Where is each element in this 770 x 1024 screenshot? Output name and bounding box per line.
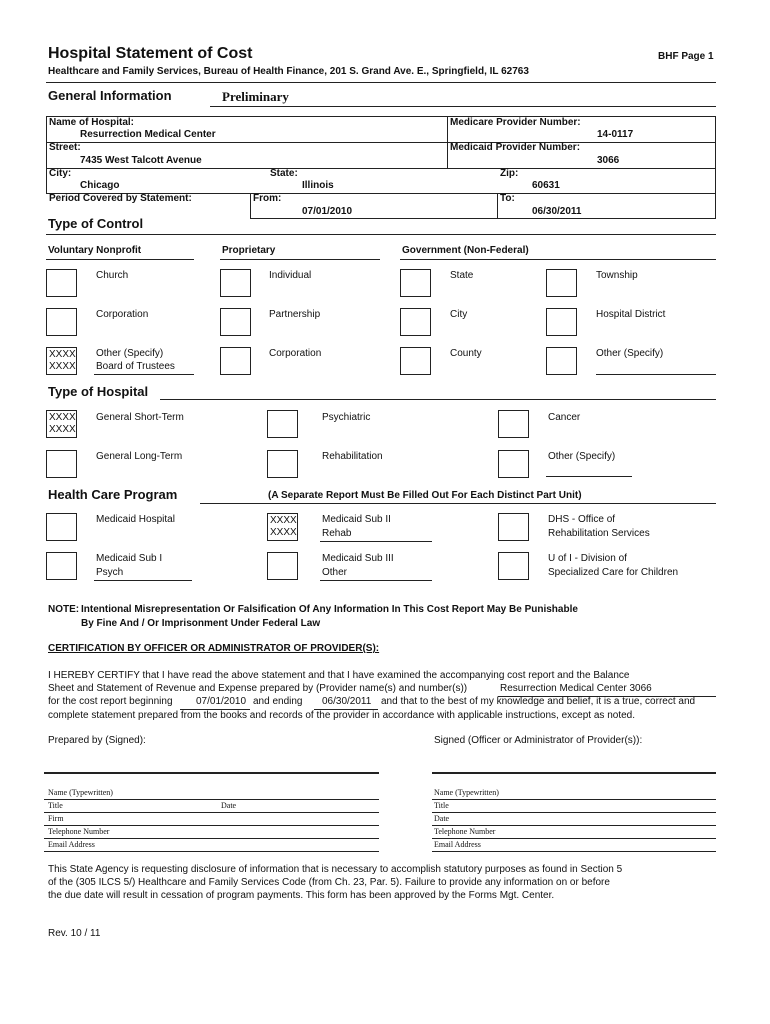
to-divider [497,193,498,218]
other-hospital-type-underline [546,476,632,477]
disclosure-line3: the due date will result in cessation of program payments. This form has been approved by the Forms Mgt. Center. [48,890,555,901]
checkbox-mark: XXXX [270,527,297,538]
other-voluntary-value: Board of Trustees [96,361,175,372]
corporation-proprietary-checkbox[interactable] [220,347,251,375]
officer-name-label: Name (Typewritten) [434,788,499,797]
general-heading-rule [210,106,716,107]
preparer-phone-line[interactable] [44,838,379,839]
partnership-label: Partnership [269,309,321,320]
preparer-firm-label: Firm [48,814,64,823]
control-heading-rule [46,234,716,235]
state-option-label: State [450,270,474,281]
medicaid-sub1-label: Medicaid Sub I [96,553,163,564]
preparer-title-label: Title [48,801,63,810]
officer-name-line[interactable] [432,799,716,800]
col-voluntary: Voluntary Nonprofit [48,245,142,256]
period-end-field[interactable]: 06/30/2011 [322,696,372,707]
preparer-email-label: Email Address [48,840,95,849]
medicaid-sub3-checkbox[interactable] [267,552,298,580]
checkbox-mark: XXXX [49,349,76,360]
township-label: Township [596,270,638,281]
city-value: Chicago [80,180,120,191]
note-label: NOTE: [48,604,80,615]
medicaid-sub2-value: Rehab [322,528,352,539]
psychiatric-checkbox[interactable] [267,410,298,438]
uofi-label-line1: U of I - Division of [548,553,627,564]
partnership-checkbox[interactable] [220,308,251,336]
officer-signature-line[interactable] [432,772,716,774]
certification-heading: CERTIFICATION BY OFFICER OR ADMINISTRATOR OF PROVIDER(S): [48,643,380,654]
to-value: 06/30/2011 [532,206,582,217]
officer-date-line[interactable] [432,825,716,826]
hospital-type-rule [160,399,716,400]
note-line1: Intentional Misrepresentation Or Falsification Of Any Information In This Cost Report May Be Punishable [81,604,578,615]
church-checkbox[interactable] [46,269,77,297]
medicaid-sub3-underline [320,580,432,581]
city-option-label: City [450,309,468,320]
hospital-name-label: Name of Hospital: [49,117,135,128]
block-row-line [46,142,716,143]
dhs-checkbox[interactable] [498,513,529,541]
block-bottom [250,218,716,219]
officer-date-label: Date [434,814,450,823]
preparer-signature-line[interactable] [44,772,379,774]
disclosure-line2: of the (305 ILCS 5/) Healthcare and Family Services Code (from Ch. 23, Par. 5). Failure to provide any information on or before [48,877,610,888]
block-top [46,116,716,117]
agency-line: Healthcare and Family Services, Bureau of Health Finance, 201 S. Grand Ave. E., Springfield, IL 62763 [48,66,529,77]
block-mid [447,116,448,168]
revision-label: Rev. 10 / 11 [48,928,101,939]
street-value: 7435 West Talcott Avenue [80,155,202,166]
corporation-voluntary-label: Corporation [96,309,149,320]
general-short-term-checkbox[interactable] [46,410,77,438]
other-voluntary-checkbox[interactable] [46,347,77,375]
officer-email-label: Email Address [434,840,481,849]
cancer-checkbox[interactable] [498,410,529,438]
state-checkbox[interactable] [400,269,431,297]
certification-line3a: for the cost report beginning [48,696,173,707]
medicaid-sub1-underline [94,580,192,581]
status-label: Preliminary [222,89,289,104]
uofi-checkbox[interactable] [498,552,529,580]
checkbox-mark: XXXX [49,424,76,435]
other-hospital-type-checkbox[interactable] [498,450,529,478]
from-label: From: [253,193,282,204]
medicaid-sub2-checkbox[interactable] [267,513,298,541]
col-proprietary: Proprietary [222,245,276,256]
corporation-proprietary-label: Corporation [269,348,322,359]
medicare-label: Medicare Provider Number: [450,117,581,128]
col-proprietary-rule [220,259,380,260]
county-label: County [450,348,482,359]
preparer-firm-line[interactable] [44,825,379,826]
officer-email-line[interactable] [432,851,716,852]
certification-line1: I HEREBY CERTIFY that I have read the above statement and that I have examined the accompanying cost report and the Balance [48,670,630,681]
from-divider [250,193,251,218]
rehabilitation-checkbox[interactable] [267,450,298,478]
city-checkbox[interactable] [400,308,431,336]
form-title: Hospital Statement of Cost [48,45,253,62]
prepared-by-label: Prepared by (Signed): [48,735,146,746]
medicaid-value: 3066 [597,155,620,166]
hospital-district-label: Hospital District [596,309,666,320]
individual-label: Individual [269,270,312,281]
provider-names-field[interactable]: Resurrection Medical Center 3066 [500,683,652,694]
block-left [46,116,47,193]
certification-line4: complete statement prepared from the books and records of the provider in accordance with applicable instructions, except as noted. [48,710,635,721]
other-government-checkbox[interactable] [546,347,577,375]
checkbox-mark: XXXX [270,515,297,526]
medicaid-sub3-value: Other [322,567,348,578]
officer-phone-label: Telephone Number [434,827,496,836]
zip-value: 60631 [532,180,560,191]
page-label: BHF Page 1 [658,51,714,62]
medicaid-label: Medicaid Provider Number: [450,142,581,153]
general-short-term-label: General Short-Term [96,412,184,423]
block-row-line [46,168,716,169]
church-label: Church [96,270,129,281]
officer-title-label: Title [434,801,449,810]
other-voluntary-underline [94,374,194,375]
other-hospital-type-label: Other (Specify) [548,451,616,462]
period-label: Period Covered by Statement: [49,193,192,204]
rehabilitation-label: Rehabilitation [322,451,383,462]
psychiatric-label: Psychiatric [322,412,371,423]
dhs-label-line2: Rehabilitation Services [548,528,650,539]
other-government-label: Other (Specify) [596,348,664,359]
control-heading: Type of Control [48,216,144,231]
medicare-value: 14-0117 [597,129,634,140]
other-voluntary-label: Other (Specify) [96,348,164,359]
county-checkbox[interactable] [400,347,431,375]
uofi-label-line2: Specialized Care for Children [548,567,679,578]
checkbox-mark: XXXX [49,412,76,423]
preparer-name-line[interactable] [44,799,379,800]
state-value: Illinois [302,180,334,191]
medicaid-sub1-value: Psych [96,567,124,578]
certification-line3b: and ending [253,696,303,707]
col-voluntary-rule [46,259,194,260]
general-long-term-checkbox[interactable] [46,450,77,478]
medicaid-hospital-checkbox[interactable] [46,513,77,541]
block-right [715,116,716,218]
street-label: Street: [49,142,81,153]
hospital-type-heading: Type of Hospital [48,384,149,399]
medicaid-sub1-checkbox[interactable] [46,552,77,580]
corporation-voluntary-checkbox[interactable] [46,308,77,336]
program-note: (A Separate Report Must Be Filled Out For Each Distinct Part Unit) [268,490,582,501]
certification-line2: Sheet and Statement of Revenue and Expense prepared by (Provider name(s) and number(s)) [48,683,468,694]
officer-title-line[interactable] [432,812,716,813]
note-line2: By Fine And / Or Imprisonment Under Federal Law [81,618,321,629]
col-government-rule [400,259,716,260]
medicaid-sub2-underline [320,541,432,542]
dhs-label-line1: DHS - Office of [548,514,616,525]
medicaid-hospital-label: Medicaid Hospital [96,514,175,525]
disclosure-line1: This State Agency is requesting disclosure of information that is necessary to accomplish statutory purposes as found in Section 5 [48,864,623,875]
preparer-title-line[interactable] [44,812,379,813]
hospital-name-value: Resurrection Medical Center [80,129,216,140]
from-value: 07/01/2010 [302,206,353,217]
general-long-term-label: General Long-Term [96,451,183,462]
medicaid-sub2-label: Medicaid Sub II [322,514,391,525]
medicaid-sub3-label: Medicaid Sub III [322,553,394,564]
to-label: To: [500,193,515,204]
period-begin-field[interactable]: 07/01/2010 [196,696,247,707]
preparer-email-line[interactable] [44,851,379,852]
state-label: State: [270,168,298,179]
individual-checkbox[interactable] [220,269,251,297]
checkbox-mark: XXXX [49,361,76,372]
preparer-phone-label: Telephone Number [48,827,110,836]
general-heading: General Information [48,88,172,103]
preparer-date-label: Date [221,801,237,810]
cancer-label: Cancer [548,412,581,423]
col-government: Government (Non-Federal) [402,245,529,256]
city-label: City: [49,168,72,179]
other-government-underline [596,374,716,375]
township-checkbox[interactable] [546,269,577,297]
preparer-name-label: Name (Typewritten) [48,788,113,797]
header-divider [46,82,716,83]
program-heading: Health Care Program [48,487,178,502]
signed-officer-label: Signed (Officer or Administrator of Provider(s)): [434,735,643,746]
program-rule [200,503,716,504]
certification-line3c: and that to the best of my knowledge and belief, it is a true, correct and [381,696,696,707]
zip-label: Zip: [500,168,519,179]
officer-phone-line[interactable] [432,838,716,839]
hospital-district-checkbox[interactable] [546,308,577,336]
